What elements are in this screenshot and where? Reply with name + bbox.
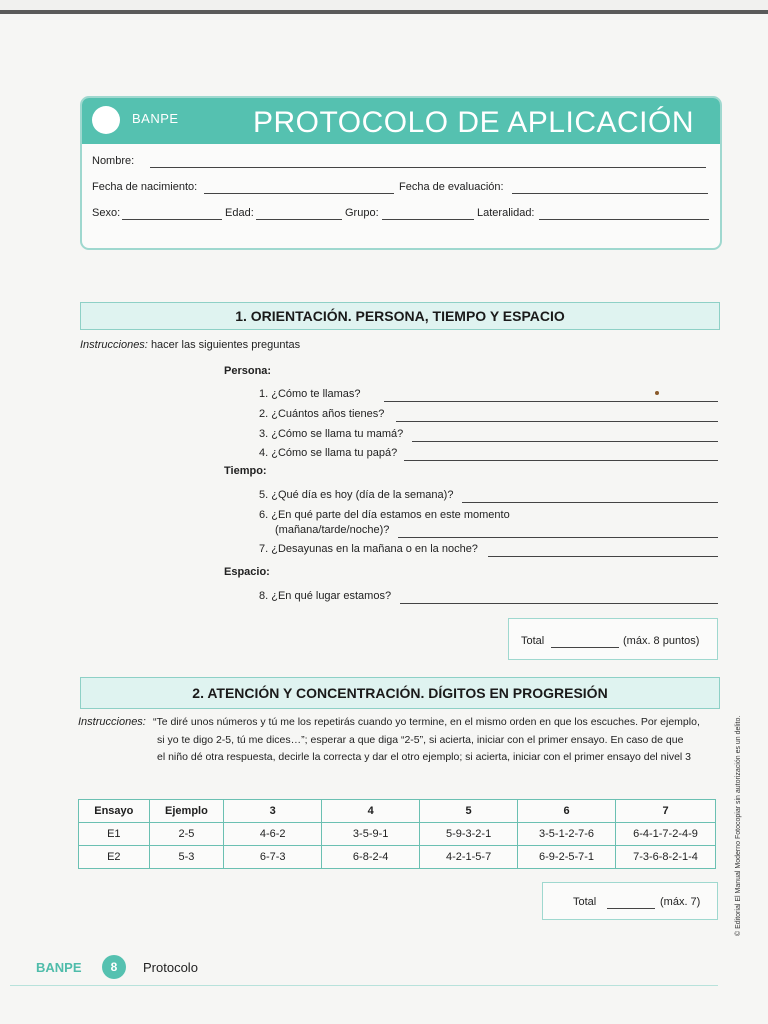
section1-instructions — [80, 339, 300, 351]
label-grupo: Grupo: — [345, 207, 379, 219]
table-cell: 3-5-1-2-7-6 — [518, 823, 616, 846]
section2-total-max: (máx. 7) — [660, 896, 701, 908]
section2-title: 2. ATENCIÓN Y CONCENTRACIÓN. DÍGITOS EN PROGRESIÓN — [80, 677, 720, 709]
label-nombre: Nombre: — [92, 155, 135, 167]
section2-total-line[interactable] — [607, 908, 655, 909]
answer-line-1[interactable] — [384, 401, 718, 402]
table-header-cell: Ejemplo — [149, 800, 224, 823]
section2-instructions-line-1: “Te diré unos números y tú me los repetirás cuando yo termine, en el mismo orden en que los escuches. Por ejemplo, — [153, 716, 700, 728]
table-row — [79, 823, 716, 846]
table-header-row — [79, 800, 716, 823]
section2-total-box — [542, 882, 718, 920]
section1-total-box — [508, 618, 718, 660]
section1-total-label: Total — [521, 635, 545, 647]
question-3: 3. ¿Cómo se llama tu mamá? — [259, 428, 404, 440]
answer-line-6[interactable] — [398, 537, 718, 538]
label-fecha-evaluacion: Fecha de evaluación: — [399, 181, 504, 193]
question-4: 4. ¿Cómo se llama tu papá? — [259, 447, 398, 459]
question-6-cont: (mañana/tarde/noche)? — [275, 524, 390, 536]
section2-instructions-line-2: si yo te digo 2-5, tú me dices…”; esperar a que diga “2-5”, si acierta, iniciar con el primer ensayo. En caso de que — [157, 734, 684, 746]
table-header-cell: 7 — [616, 800, 716, 823]
footer-brand: BANPE — [36, 960, 82, 975]
group-espacio-label: Espacio: — [224, 566, 270, 578]
header-band — [82, 98, 720, 144]
table-cell: 5-9-3-2-1 — [420, 823, 518, 846]
answer-line-5[interactable] — [462, 502, 718, 503]
table-header-cell: 6 — [518, 800, 616, 823]
edad-line[interactable] — [256, 219, 342, 220]
table-header-cell: 5 — [420, 800, 518, 823]
table-cell: 6-7-3 — [224, 846, 322, 869]
section1-total-max: (máx. 8 puntos) — [623, 635, 700, 647]
table-cell: 5-3 — [149, 846, 224, 869]
page-number: 8 — [102, 955, 126, 979]
fecha-nacimiento-line[interactable] — [204, 193, 394, 194]
question-6: 6. ¿En qué parte del día estamos en este momento — [259, 509, 510, 521]
question-8: 8. ¿En qué lugar estamos? — [259, 590, 392, 602]
grupo-line[interactable] — [382, 219, 474, 220]
label-sexo: Sexo: — [92, 207, 121, 219]
question-5: 5. ¿Qué día es hoy (día de la semana)? — [259, 489, 454, 501]
group-tiempo-label: Tiempo: — [224, 465, 267, 477]
table-cell: 6-8-2-4 — [322, 846, 420, 869]
table-cell: 6-4-1-7-2-4-9 — [616, 823, 716, 846]
footer-line — [10, 985, 718, 986]
fecha-evaluacion-line[interactable] — [512, 193, 708, 194]
table-cell: E1 — [79, 823, 150, 846]
group-persona-label: Persona: — [224, 365, 272, 377]
answer-line-7[interactable] — [488, 556, 718, 557]
section1-instructions-text: hacer las siguientes preguntas — [150, 339, 301, 351]
table-cell: 7-3-6-8-2-1-4 — [616, 846, 716, 869]
header-box — [80, 96, 722, 250]
table-header-cell: Ensayo — [79, 800, 150, 823]
answer-line-8[interactable] — [400, 603, 718, 604]
logo-circle-icon — [92, 106, 120, 134]
question-2: 2. ¿Cuántos años tienes? — [259, 408, 385, 420]
table-header-cell: 4 — [322, 800, 420, 823]
question-1: 1. ¿Cómo te llamas? — [259, 388, 361, 400]
label-edad: Edad: — [225, 207, 254, 219]
copyright-side-note: © Editorial El Manual Moderno Fotocopiar sin autorización es un delito. — [735, 715, 742, 936]
footer-label: Protocolo — [143, 960, 198, 975]
section2-instructions-line-3: el niño dé otra respuesta, decirle la correcta y dar el otro ejemplo; si acierta, iniciar con el primer ensayo del nivel 3 — [157, 751, 692, 763]
question-7: 7. ¿Desayunas en la mañana o en la noche? — [259, 543, 478, 555]
answer-line-2[interactable] — [396, 421, 718, 422]
table-cell: E2 — [79, 846, 150, 869]
ink-dot — [655, 391, 659, 395]
protocol-title: PROTOCOLO DE APLICACIÓN — [252, 106, 694, 139]
nombre-line[interactable] — [150, 167, 706, 168]
table-row — [79, 846, 716, 869]
header-brand: BANPE — [132, 111, 179, 126]
table-header-cell: 3 — [224, 800, 322, 823]
section2-instructions-label: Instrucciones: — [78, 716, 146, 728]
table-cell: 4-2-1-5-7 — [420, 846, 518, 869]
label-lateralidad: Lateralidad: — [477, 207, 535, 219]
section1-title: 1. ORIENTACIÓN. PERSONA, TIEMPO Y ESPACIO — [80, 302, 720, 330]
lateralidad-line[interactable] — [539, 219, 709, 220]
table-cell: 3-5-9-1 — [322, 823, 420, 846]
table-cell: 4-6-2 — [224, 823, 322, 846]
table-cell: 2-5 — [149, 823, 224, 846]
answer-line-3[interactable] — [412, 441, 718, 442]
label-fecha-nacimiento: Fecha de nacimiento: — [92, 181, 198, 193]
section1-instructions-label: Instrucciones: — [80, 339, 148, 351]
answer-line-4[interactable] — [404, 460, 718, 461]
section2-total-label: Total — [573, 896, 597, 908]
sexo-line[interactable] — [122, 219, 222, 220]
table-cell: 6-9-2-5-7-1 — [518, 846, 616, 869]
section1-total-line[interactable] — [551, 647, 619, 648]
digits-table — [78, 799, 716, 869]
